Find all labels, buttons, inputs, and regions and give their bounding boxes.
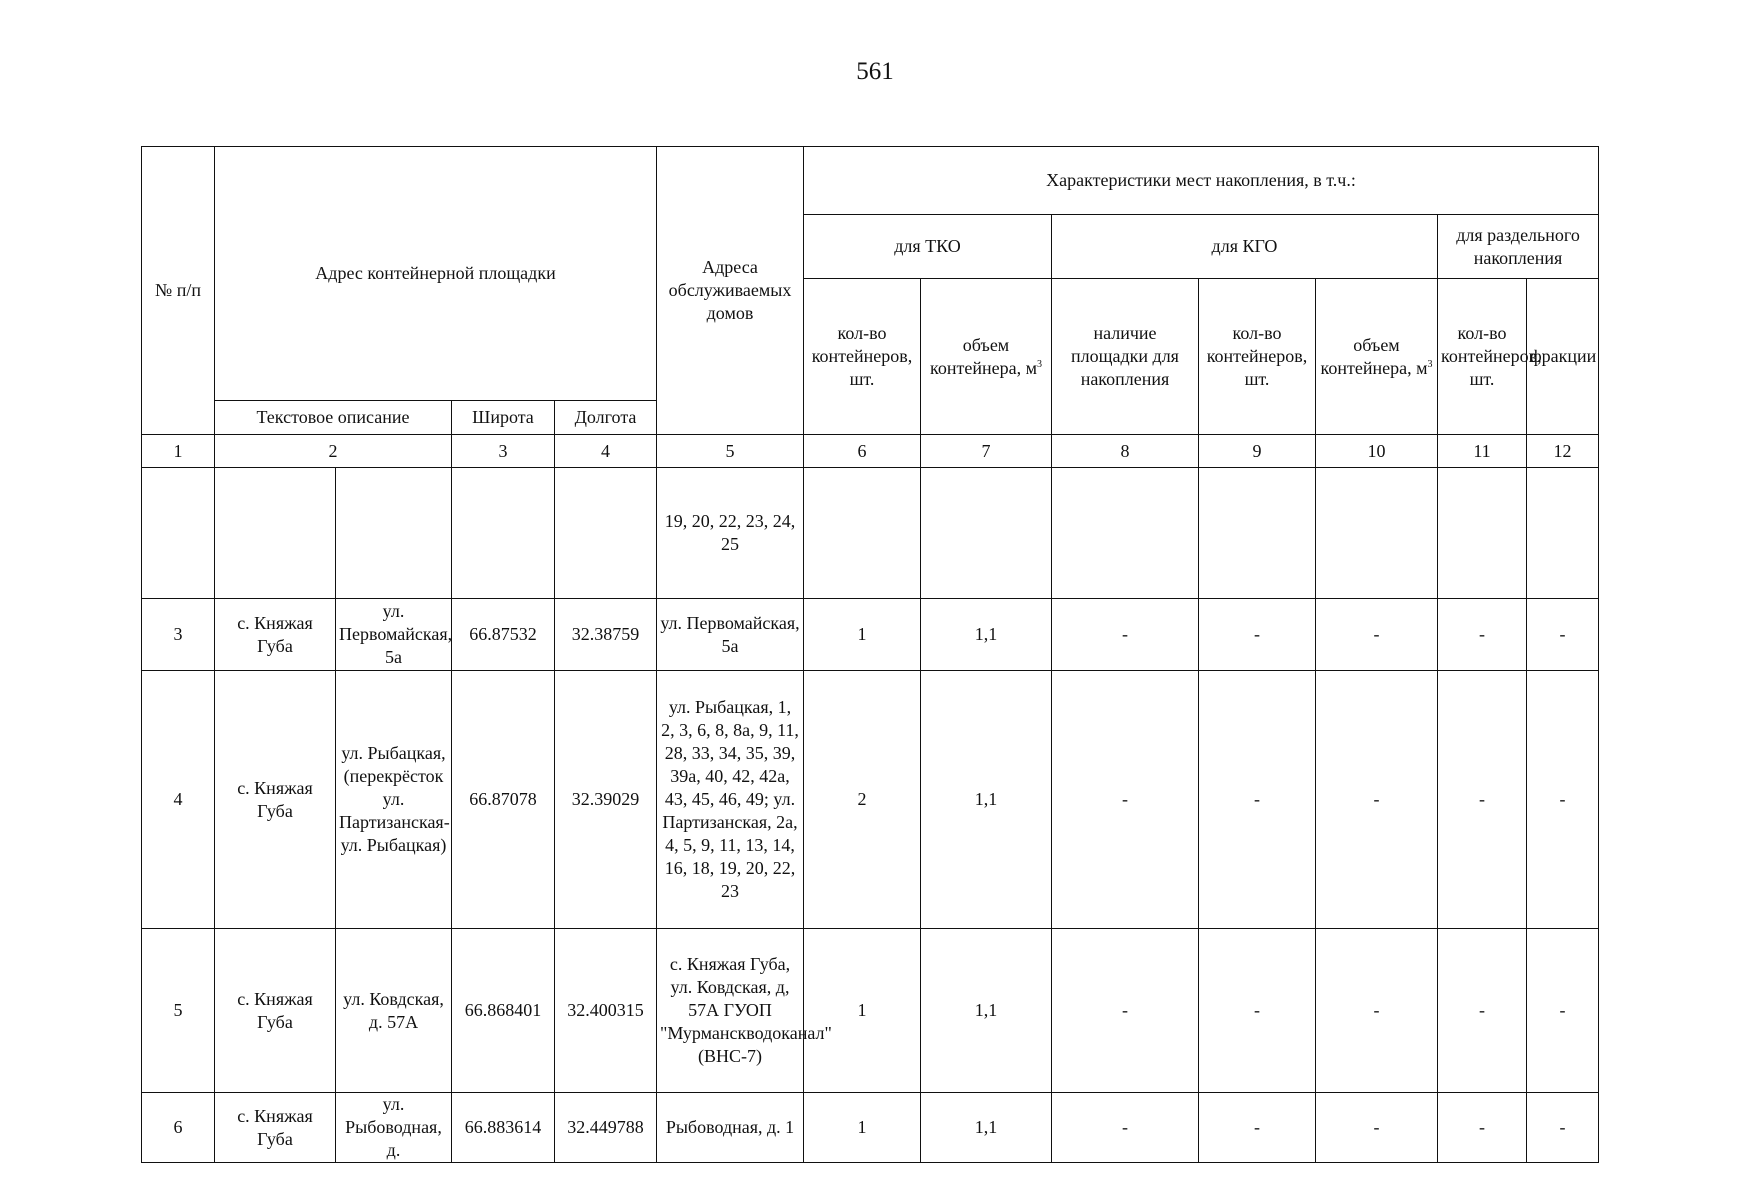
row-settlement: с. Княжая Губа <box>215 671 336 929</box>
row-kgo-volume: - <box>1316 671 1438 929</box>
row-kgo-volume: - <box>1316 929 1438 1093</box>
header-latitude: Широта <box>452 401 555 435</box>
row-kgo-volume: - <box>1316 599 1438 671</box>
header-text-description: Текстовое описание <box>215 401 452 435</box>
row-sep-count: - <box>1438 929 1527 1093</box>
row-sep-count: - <box>1438 671 1527 929</box>
row-street: ул. Рыбоводная, д. <box>336 1093 452 1163</box>
column-numbers-row <box>142 435 1599 468</box>
page-number: 561 <box>856 58 894 85</box>
row-tko-volume: 1,1 <box>921 671 1052 929</box>
row-longitude <box>555 468 657 599</box>
row-num: 4 <box>142 671 215 929</box>
row-tko-volume: 1,1 <box>921 599 1052 671</box>
row-settlement: с. Княжая Губа <box>215 1093 336 1163</box>
row-sep-count: - <box>1438 599 1527 671</box>
row-longitude: 32.39029 <box>555 671 657 929</box>
header-characteristics: Характеристики мест накопления, в т.ч.: <box>804 147 1599 215</box>
row-settlement: с. Княжая Губа <box>215 929 336 1093</box>
row-fractions: - <box>1527 671 1599 929</box>
row-latitude: 66.87078 <box>452 671 555 929</box>
column-number: 7 <box>921 435 1052 468</box>
header-kgo-volume: объем контейнера, $м^3$ <box>1316 279 1438 435</box>
row-tko-count <box>804 468 921 599</box>
row-latitude: 66.87532 <box>452 599 555 671</box>
column-number: 1 <box>142 435 215 468</box>
row-kgo-count <box>1199 468 1316 599</box>
row-kgo-count: - <box>1199 929 1316 1093</box>
row-tko-count: 1 <box>804 1093 921 1163</box>
column-number: 5 <box>657 435 804 468</box>
row-street: ул. Рыбацкая, (перекрёсток ул. Партизанская- ул. Рыбацкая) <box>336 671 452 929</box>
column-number: 12 <box>1527 435 1599 468</box>
column-number: 6 <box>804 435 921 468</box>
header-tko: для ТКО <box>804 215 1052 279</box>
row-street: ул. Ковдская, д. 57А <box>336 929 452 1093</box>
row-addresses: ул. Первомайская, 5а <box>657 599 804 671</box>
row-longitude: 32.400315 <box>555 929 657 1093</box>
row-fractions: - <box>1527 929 1599 1093</box>
row-kgo-site: - <box>1052 929 1199 1093</box>
row-num: 6 <box>142 1093 215 1163</box>
row-tko-count: 2 <box>804 671 921 929</box>
row-addresses: Рыбоводная, д. 1 <box>657 1093 804 1163</box>
header-fractions: фракции <box>1527 279 1599 435</box>
row-kgo-count: - <box>1199 1093 1316 1163</box>
row-num <box>142 468 215 599</box>
row-kgo-site: - <box>1052 671 1199 929</box>
row-latitude: 66.868401 <box>452 929 555 1093</box>
table-row <box>142 468 1599 599</box>
row-street: ул. Первомайская, 5а <box>336 599 452 671</box>
row-street <box>336 468 452 599</box>
row-tko-count: 1 <box>804 929 921 1093</box>
row-addresses: ул. Рыбацкая, 1, 2, 3, 6, 8, 8а, 9, 11, 28, 33, 34, 35, 39, 39а, 40, 42, 42а, 43, 45, 46, 49; ул. Партизанская, 2а, 4, 5, 9, 11, 13, 14, 16, 18, 19, 20, 22, 23 <box>657 671 804 929</box>
row-kgo-count: - <box>1199 599 1316 671</box>
header-kgo-site: наличие площадки для накопления <box>1052 279 1199 435</box>
header-kgo: для КГО <box>1052 215 1438 279</box>
table-row <box>142 671 1599 929</box>
row-kgo-volume: - <box>1316 1093 1438 1163</box>
row-fractions <box>1527 468 1599 599</box>
row-addresses: с. Княжая Губа, ул. Ковдская, д, 57А ГУОП "Мурманскводоканал" (ВНС-7) <box>657 929 804 1093</box>
row-settlement: с. Княжая Губа <box>215 599 336 671</box>
row-kgo-count: - <box>1199 671 1316 929</box>
header-tko-count: кол-во контейнеров, шт. <box>804 279 921 435</box>
row-addresses: 19, 20, 22, 23, 24, 25 <box>657 468 804 599</box>
row-kgo-site: - <box>1052 1093 1199 1163</box>
row-fractions: - <box>1527 599 1599 671</box>
row-kgo-site <box>1052 468 1199 599</box>
column-number: 8 <box>1052 435 1199 468</box>
row-tko-volume: 1,1 <box>921 1093 1052 1163</box>
column-number: 9 <box>1199 435 1316 468</box>
row-latitude: 66.883614 <box>452 1093 555 1163</box>
header-longitude: Долгота <box>555 401 657 435</box>
column-number: 10 <box>1316 435 1438 468</box>
row-num: 3 <box>142 599 215 671</box>
column-number: 11 <box>1438 435 1527 468</box>
row-longitude: 32.449788 <box>555 1093 657 1163</box>
column-number: 2 <box>215 435 452 468</box>
row-tko-count: 1 <box>804 599 921 671</box>
header-served-addresses: Адреса обслуживаемых домов <box>657 147 804 435</box>
container-sites-table <box>141 146 1599 1163</box>
table-row <box>142 599 1599 671</box>
row-sep-count <box>1438 468 1527 599</box>
header-num: № п/п <box>142 147 215 435</box>
table-row <box>142 1093 1599 1163</box>
header-address-group: Адрес контейнерной площадки <box>215 147 657 401</box>
row-kgo-volume <box>1316 468 1438 599</box>
header-separate: для раздельного накопления <box>1438 215 1599 279</box>
header-kgo-count: кол-во контейнеров, шт. <box>1199 279 1316 435</box>
row-tko-volume <box>921 468 1052 599</box>
row-latitude <box>452 468 555 599</box>
row-kgo-site: - <box>1052 599 1199 671</box>
row-fractions: - <box>1527 1093 1599 1163</box>
column-number: 3 <box>452 435 555 468</box>
row-num: 5 <box>142 929 215 1093</box>
row-tko-volume: 1,1 <box>921 929 1052 1093</box>
table-row <box>142 929 1599 1093</box>
header-tko-volume: объем контейнера, $м^3$ <box>921 279 1052 435</box>
column-number: 4 <box>555 435 657 468</box>
row-longitude: 32.38759 <box>555 599 657 671</box>
header-sep-count: кол-во контейнеров, шт. <box>1438 279 1527 435</box>
row-sep-count: - <box>1438 1093 1527 1163</box>
row-settlement <box>215 468 336 599</box>
